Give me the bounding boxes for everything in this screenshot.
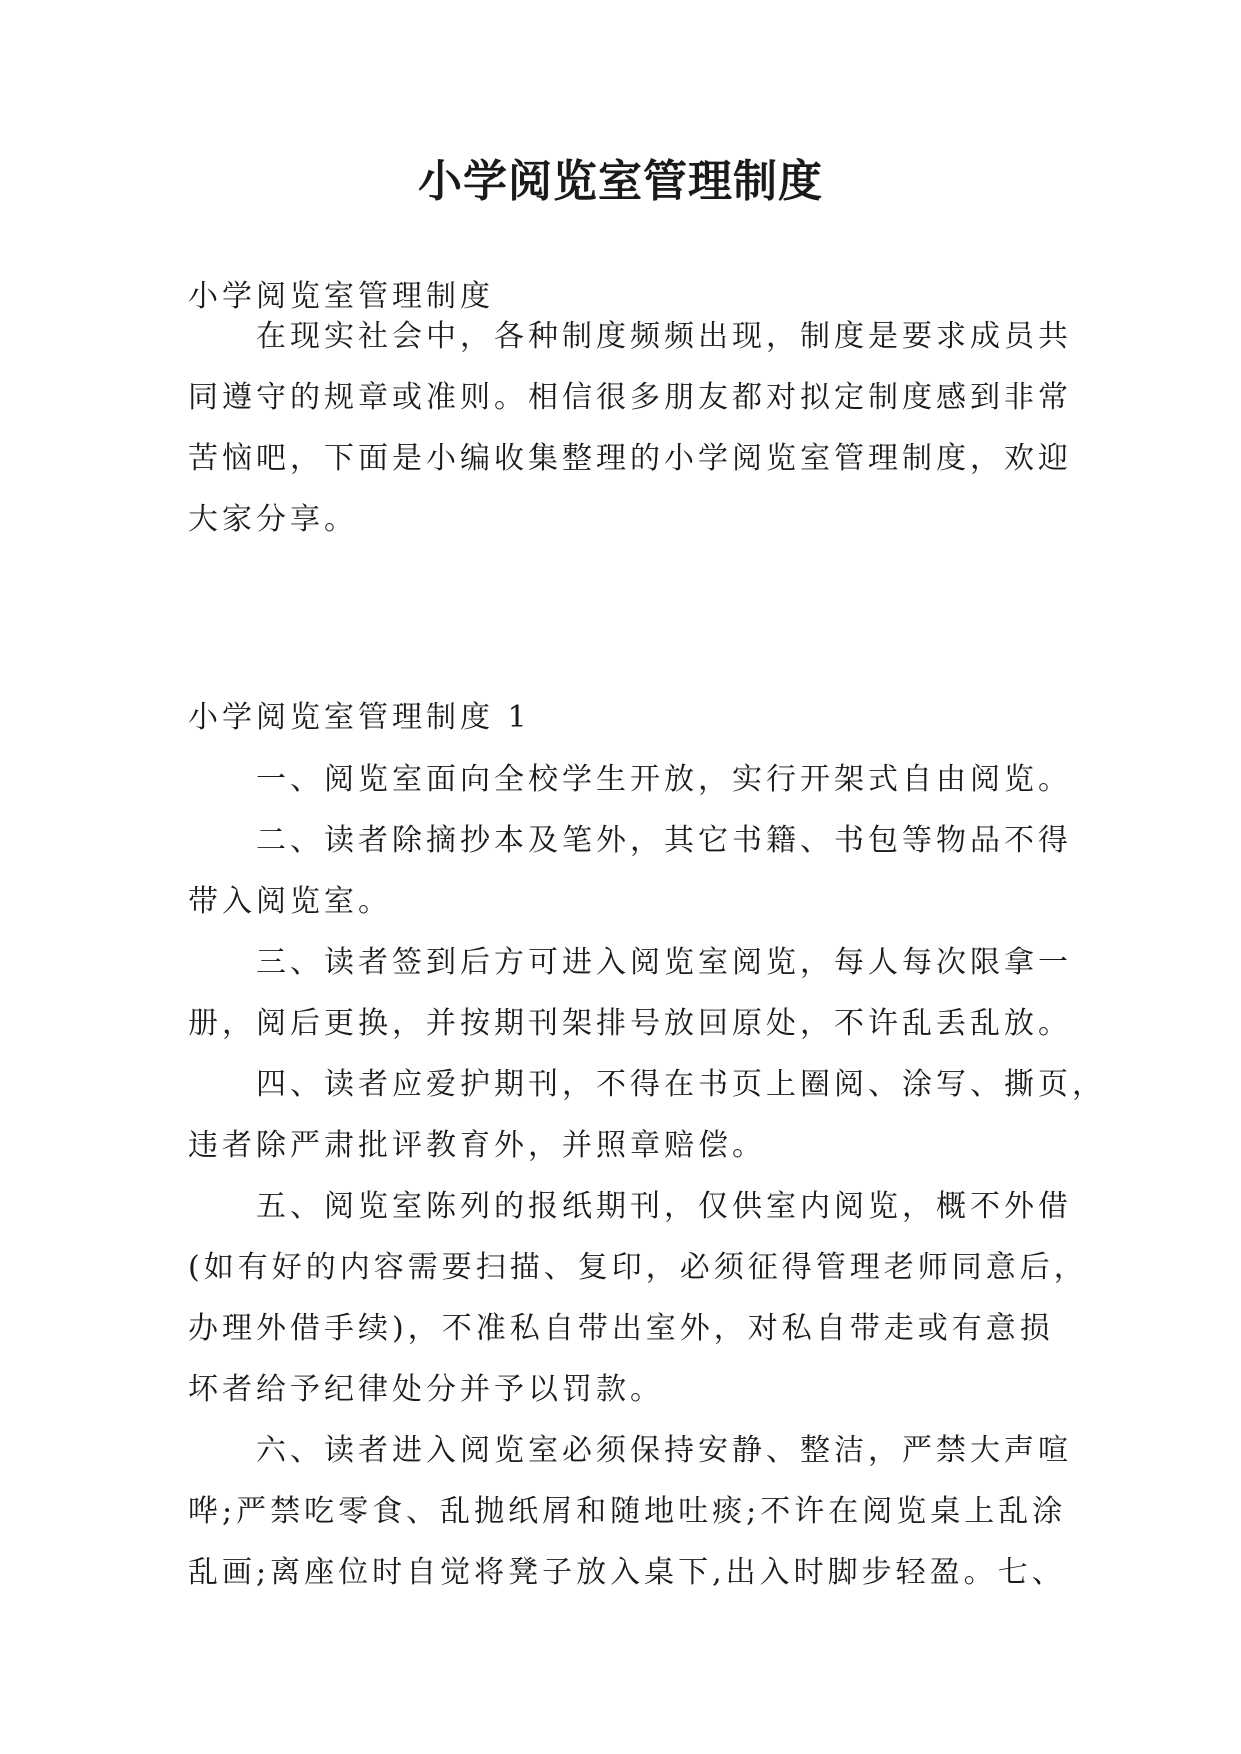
intro-paragraph	[188, 306, 1072, 550]
rule-line: 六、读者进入阅览室必须保持安静、整洁，严禁大声喧	[256, 1433, 1072, 1468]
rule-line: 违者除严肃批评教育外，并照章赔偿。	[188, 1128, 766, 1163]
intro-line: 在现实社会中，各种制度频频出现，制度是要求成员共	[256, 319, 1072, 354]
intro-line: 苦恼吧，下面是小编收集整理的小学阅览室管理制度，欢迎	[188, 441, 1072, 476]
section-heading-block	[188, 687, 1058, 748]
rule-line: 坏者给予纪律处分并予以罚款。	[188, 1372, 664, 1407]
rule-line: 三、读者签到后方可进入阅览室阅览，每人每次限拿一	[256, 945, 1072, 980]
intro-line: 大家分享。	[188, 502, 358, 537]
rule-line: 一、阅览室面向全校学生开放，实行开架式自由阅览。	[256, 762, 1072, 797]
rule-line: 带入阅览室。	[188, 884, 392, 919]
section-heading: 小学阅览室管理制度 1	[188, 700, 531, 735]
rule-line: 四、读者应爱护期刊，不得在书页上圈阅、涂写、撕页，	[256, 1067, 1106, 1102]
rule-line: (如有好的内容需要扫描、复印，必须征得管理老师同意后，	[188, 1250, 1088, 1285]
rule-line: 册，阅后更换，并按期刊架排号放回原处，不许乱丢乱放。	[188, 1006, 1072, 1041]
document-title: 小学阅览室管理制度	[418, 156, 823, 207]
rule-line: 哗;严禁吃零食、乱抛纸屑和随地吐痰;不许在阅览桌上乱涂	[188, 1494, 1067, 1529]
rule-line: 乱画;离座位时自觉将凳子放入桌下,出入时脚步轻盈。七、	[188, 1555, 1066, 1590]
rules-list	[188, 749, 1106, 1603]
rule-line: 二、读者除摘抄本及笔外，其它书籍、书包等物品不得	[256, 823, 1072, 858]
rule-line: 五、阅览室陈列的报纸期刊，仅供室内阅览，概不外借	[256, 1189, 1072, 1224]
intro-line: 同遵守的规章或准则。相信很多朋友都对拟定制度感到非常	[188, 380, 1072, 415]
document-subtitle: 小学阅览室管理制度	[188, 279, 494, 314]
rule-line: 办理外借手续)，不准私自带出室外，对私自带走或有意损	[188, 1311, 1054, 1346]
